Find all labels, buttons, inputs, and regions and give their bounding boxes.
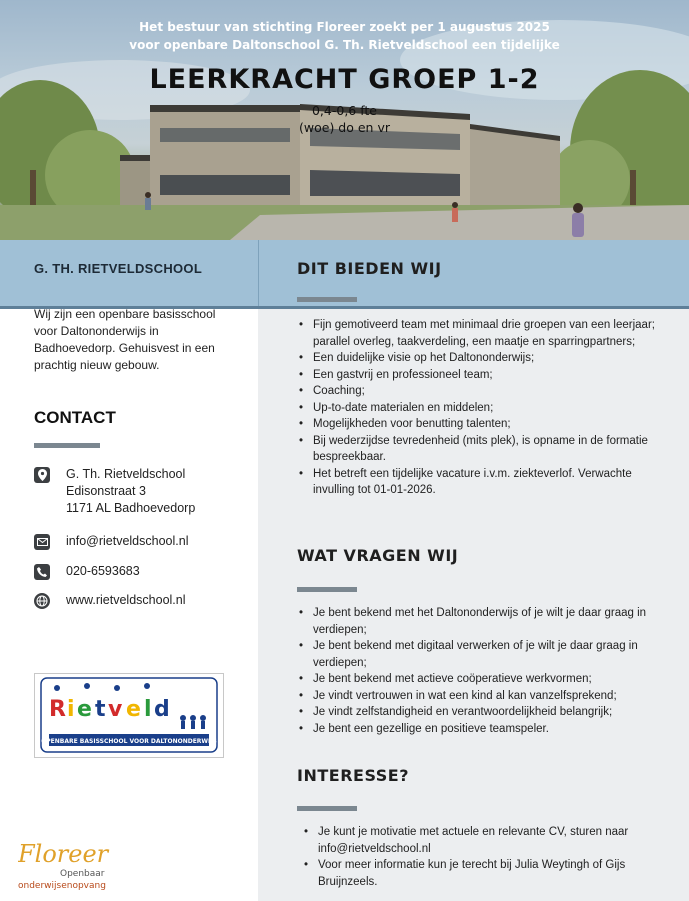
logo-tagline: OPENBARE BASISSCHOOL VOOR DALTONONDERWIJS [41, 738, 217, 745]
offer-heading: DIT BIEDEN WIJ [297, 259, 442, 278]
interest-underline [297, 806, 357, 811]
offer-underline [297, 297, 357, 302]
globe-icon [34, 593, 50, 609]
intro-line-1: Het bestuur van stichting Floreer zoekt per 1 augustus 2025 [139, 20, 550, 34]
fte-text: 0,4-0,6 fte [311, 103, 377, 118]
envelope-icon [34, 534, 50, 550]
email-link[interactable]: info@rietveldschool.nl [66, 534, 189, 548]
address-line-2: Edisonstraat 3 [66, 484, 146, 498]
rietveld-school-logo [34, 673, 224, 758]
svg-text:R: R [49, 697, 66, 722]
svg-text:i: i [67, 697, 75, 722]
list-item: • Je vindt vertrouwen in wat een kind al kan vanzelfsprekend; [297, 688, 669, 705]
ask-list [297, 605, 669, 737]
contact-heading: CONTACT [34, 408, 116, 427]
school-name-heading: G. TH. RIETVELDSCHOOL [34, 261, 203, 276]
list-item: • Je vindt zelfstandigheid en verantwoordelijkheid belangrijk; [297, 704, 669, 721]
list-item: • Je bent een gezellige en positieve teamspeler. [297, 721, 669, 738]
list-item: • Coaching; [297, 383, 669, 400]
svg-text:v: v [108, 697, 123, 722]
svg-text:t: t [95, 697, 106, 722]
floreer-tagline-2: onderwijsenopvang [18, 881, 106, 891]
email-row[interactable] [34, 533, 188, 550]
list-item: • Je bent bekend met het Daltononderwijs of je wilt je daar graag in verdiepen; [297, 605, 669, 638]
list-item: • Up-to-date materialen en middelen; [297, 400, 669, 417]
svg-text:d: d [154, 697, 170, 722]
list-item: • Het betreft een tijdelijke vacature i.v.m. ziekteverlof. Verwachte invulling tot 01-01-2026. [297, 466, 669, 499]
phone-row[interactable] [34, 563, 140, 580]
phone-link[interactable]: 020-6593683 [66, 564, 140, 578]
address-line-3: 1171 AL Badhoevedorp [66, 501, 196, 515]
list-item: • Je bent bekend met digitaal verwerken of je wilt je daar graag in verdiepen; [297, 638, 669, 671]
svg-text:e: e [77, 697, 92, 722]
floreer-tagline-1: Openbaar [60, 869, 105, 879]
offer-list [297, 317, 669, 499]
svg-text:e: e [126, 697, 141, 722]
floreer-logo [18, 838, 118, 892]
contact-underline [34, 443, 100, 448]
job-title: LEERKRACHT GROEP 1-2 [149, 64, 540, 95]
address-line-1: G. Th. Rietveldschool [66, 467, 186, 481]
list-item: • Bij wederzijdse tevredenheid (mits plek), is opname in de formatie bespreekbaar. [297, 433, 669, 466]
list-item: • Je bent bekend met actieve coöperatieve werkvormen; [297, 671, 669, 688]
list-item: • Voor meer informatie kun je terecht bij Julia Weytingh of Gijs Bruijnzeels. [302, 857, 674, 890]
svg-text:l: l [144, 697, 152, 722]
work-days-text: (woe) do en vr [299, 120, 390, 135]
phone-icon [34, 564, 50, 580]
intro-line-2: voor openbare Daltonschool G. Th. Rietveldschool een tijdelijke [129, 38, 560, 52]
interest-heading: INTERESSE? [297, 766, 409, 785]
floreer-wordmark: Floreer [18, 840, 109, 868]
address-row [34, 466, 195, 517]
list-item: • Een duidelijke visie op het Daltononderwijs; [297, 350, 669, 367]
school-about-text: Wij zijn een openbare basisschool voor Daltononderwijs in Badhoevedorp. Gehuisvest in een prachtig nieuw gebouw. [34, 307, 216, 372]
list-item: • Mogelijkheden voor benutting talenten; [297, 416, 669, 433]
ask-heading: WAT VRAGEN WIJ [297, 546, 459, 565]
band-divider [258, 240, 259, 307]
list-item: • Fijn gemotiveerd team met minimaal drie groepen van een leerjaar; parallel overleg, taakverdeling, een maatje en sparringpartners; [297, 317, 669, 350]
list-item: • Je kunt je motivatie met actuele en relevante CV, sturen naar info@rietveldschool.nl [302, 824, 674, 857]
map-pin-icon [34, 467, 50, 483]
interest-list [302, 824, 674, 890]
website-link[interactable]: www.rietveldschool.nl [66, 593, 186, 607]
list-item: • Een gastvrij en professioneel team; [297, 367, 669, 384]
ask-underline [297, 587, 357, 592]
hero-banner [0, 0, 689, 240]
website-row[interactable] [34, 592, 186, 609]
